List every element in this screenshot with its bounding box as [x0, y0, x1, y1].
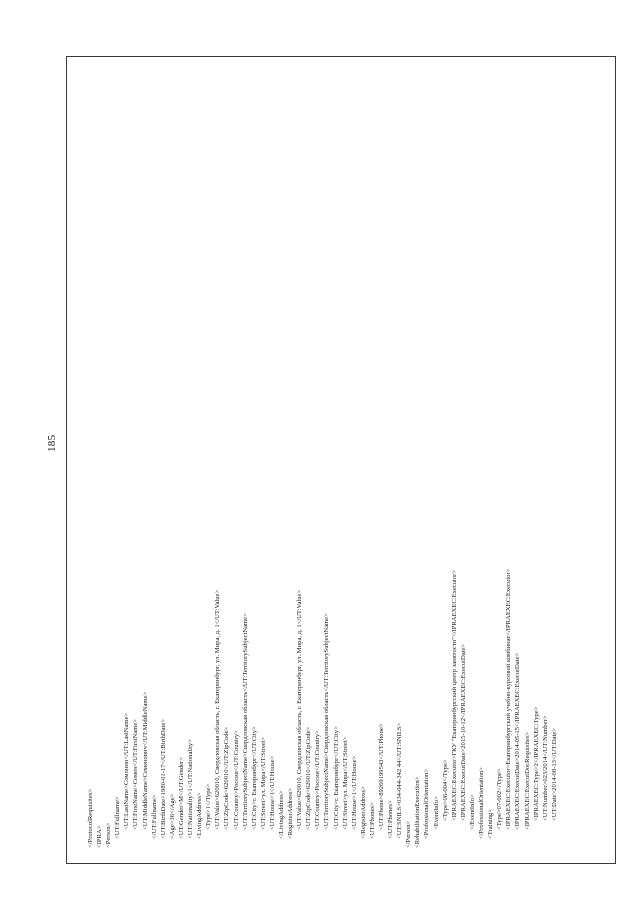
- xml-line: <IPRAEXEC:Executor>Екатеринбургский учебно-курсовой комбинат</IPRAEXEC:Executor>: [505, 568, 513, 830]
- xml-line: <Person>: [105, 822, 113, 848]
- xml-line: <UT:MiddleName>Семенович</UT:MiddleName>: [141, 691, 149, 830]
- xml-line: <UT:Street>ул. Мира</UT:Street>: [341, 736, 349, 830]
- xml-line: <UT:Number>023/2014</UT:Number>: [541, 715, 549, 821]
- xml-line: <UT:Street>ул. Мира</UT:Street>: [259, 736, 267, 830]
- xml-line: <IPRAEXEC:ExecutDate>2015-10-12</IPRAEXEC:ExecutDate>: [459, 643, 467, 821]
- xml-document-body: [86, 68, 559, 848]
- xml-line: <UT:House>1</UT:House>: [350, 755, 358, 830]
- xml-line: </Person>: [405, 820, 413, 848]
- xml-line: </ProtocolRequisites>: [87, 788, 94, 848]
- xml-line: <UT:LastName>Сомонин</UT:LastName>: [123, 712, 131, 830]
- xml-line: <UT:FirstName>Семен</UT:FirstName>: [132, 719, 140, 830]
- xml-line: <UT:TerritorySubjectName>Свердловская область</UT:TerritorySubjectName>: [241, 613, 249, 830]
- xml-line: </LivingAddress>: [277, 790, 285, 839]
- xml-line: <UT:TerritorySubjectName>Свердловская область</UT:TerritorySubjectName>: [323, 613, 331, 830]
- xml-line: <UT:ZipCode>620010</UT:ZipCode>: [305, 726, 313, 830]
- xml-line: <Training>: [487, 809, 495, 839]
- xml-line: <IPRAEXEC:Executor>ГКУ "Екатеринбургский центр занятости"</IPRAEXEC:Executor>: [450, 569, 458, 821]
- xml-line: <UT:SNILS>034-044-342 44</UT:SNILS>: [396, 722, 404, 839]
- xml-line: <Type>1</Type>: [205, 783, 213, 830]
- xml-line: <UT:Value>620010, Свердловская область, г. Екатеринбург, ул. Мира, д. 1</UT:Value>: [214, 589, 222, 830]
- xml-line: <IPRAEXEC:ExecutDate>2014-05-15</IPRAEXEC:ExecutDate>: [514, 652, 522, 830]
- xml-line: <UT:City>г. Екатеринбург</UT:City>: [332, 726, 340, 830]
- xml-line: <UT:City>г. Екатеринбург</UT:City>: [250, 726, 258, 830]
- xml-line: <IPRAEXEC:Type>2</IPRAEXEC:Type>: [532, 706, 540, 821]
- xml-line: <RegisterAddress>: [287, 787, 295, 839]
- xml-line: <EventInfo>: [432, 796, 440, 830]
- xml-line: <IPRAEXEC:ExecutDocRequisites>: [523, 731, 531, 830]
- xml-line: <UT:ZipCode>620010</UT:ZipCode>: [223, 726, 231, 830]
- xml-line: <UT:Phones>: [368, 802, 376, 839]
- xml-line: <UT:Date>2014-08-13</UT:Date>: [550, 728, 558, 821]
- xml-line: <UT:Nationality>1</UT:Nationality>: [187, 739, 195, 839]
- xml-line: <UT:Country>Россия</UT:Country>: [314, 730, 322, 830]
- xml-line: <UT:Country>Россия</UT:Country>: [232, 730, 240, 830]
- xml-line: <IPRA>: [96, 825, 104, 848]
- xml-line: </EventInfo>: [468, 794, 476, 830]
- xml-line: <LivingAddress>: [196, 792, 204, 839]
- xml-line: </ProfessionalOrientation>: [478, 767, 486, 839]
- xml-line: <Type>06-004</Type>: [441, 759, 449, 821]
- xml-line: <UT:Fullname>: [114, 796, 122, 839]
- xml-line: <UT:Phone>89269199543</UT:Phone>: [378, 723, 385, 830]
- xml-line: </UT:Fullname>: [150, 794, 158, 839]
- xml-line: <Type>07-002</Type>: [496, 768, 504, 830]
- xml-line: <UT:Gender>M</UT:Gender>: [177, 757, 185, 839]
- xml-line: <UT:House>1</UT:House>: [268, 755, 276, 830]
- xml-line: <UT:Value>620010, Свердловская область, г. Екатеринбург, ул. Мира, д. 1</UT:Value>: [296, 589, 304, 830]
- xml-line: <RehabilitationExecution>: [414, 776, 422, 848]
- xml-line: <Age>36</Age>: [168, 793, 176, 839]
- xml-line: </RegisterAddress>: [359, 786, 367, 839]
- xml-line: <UT:BirthDate>1980-01-17</UT:BirthDate>: [159, 718, 167, 839]
- page-number: 185: [46, 434, 58, 452]
- xml-line: </UT:Phones>: [387, 800, 395, 839]
- xml-line: <ProfessionalOrientation>: [423, 768, 431, 839]
